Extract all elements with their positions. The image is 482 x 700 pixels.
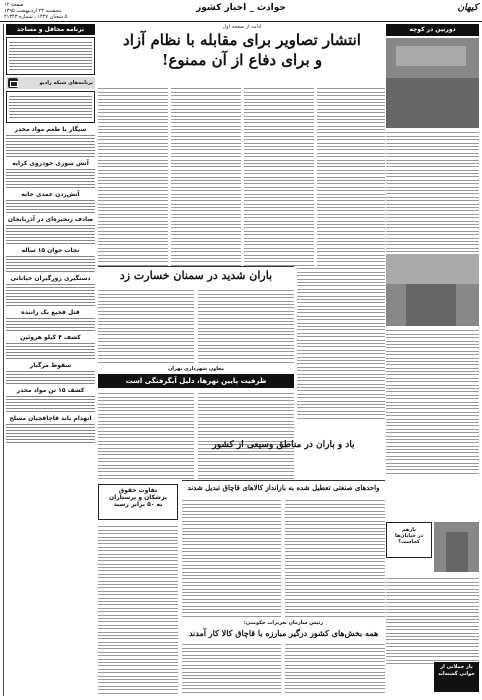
- issue-info: [4, 2, 67, 20]
- salary-box-line2: پزشکان و پرستاران: [109, 494, 167, 501]
- radio-icon: [8, 78, 18, 88]
- streets-box-line1: بازهم: [401, 527, 417, 533]
- right-column: [386, 24, 479, 696]
- news-item: [6, 126, 95, 157]
- news-item-text: [6, 135, 95, 157]
- salary-box-line1: تفاوت حقوق: [118, 487, 158, 494]
- issue-number: ۵ شعبان ۱۴۳۷ ـ شماره ۲۱۳۴۳: [4, 14, 68, 20]
- news-item: [6, 309, 95, 331]
- storm-intro: [297, 266, 385, 416]
- main-headline-line2: و برای دفاع از آن ممنوع!: [161, 51, 323, 69]
- camera-banner: دوربین در کوچه: [386, 24, 479, 36]
- news-item: [6, 415, 95, 443]
- main-headline-block: [98, 24, 386, 84]
- news-item-title: کشف ۱۵ تن مواد مخدر: [16, 387, 85, 394]
- street-photo-sky: [386, 254, 479, 284]
- news-item-title: نجات جوان ۱۵ ساله: [21, 247, 80, 254]
- article-column: [171, 86, 241, 264]
- streets-box-line2: در خیابان‌ها: [394, 533, 424, 539]
- news-item-text: [6, 256, 95, 272]
- programs-box-title: برنامه محافل و مساجد: [6, 24, 95, 35]
- salary-article: [98, 524, 178, 696]
- street-photo: [386, 254, 479, 326]
- rain-headline: باران شدید در سمنان خسارت زد: [119, 269, 273, 282]
- sewer-article: [198, 391, 294, 481]
- programs-text: [9, 42, 92, 70]
- news-item-title: سقوط مرگبار: [29, 362, 72, 369]
- section-title: حوادث _ اخبار کشور: [196, 3, 286, 13]
- issue-date: پنجشنبه ۲۳ اردیبهشت ۱۳۹۵: [4, 8, 62, 14]
- smuggling-article-text: [182, 644, 281, 692]
- news-item-text: [6, 318, 95, 331]
- street-article: [386, 328, 479, 476]
- salary-box: [98, 484, 178, 520]
- streets-box: [386, 522, 432, 558]
- radio-programs-header: [6, 77, 95, 89]
- rain-article: [98, 288, 194, 364]
- crowd-photo-highlight: [396, 46, 466, 66]
- article-column: [244, 86, 314, 264]
- cleric-photo-figure: [446, 532, 468, 572]
- sewer-kicker: معاون شهرداری تهران: [168, 366, 224, 372]
- left-column: [3, 24, 95, 696]
- street-photo-figure: [406, 284, 456, 326]
- storm-intro-text: [297, 268, 385, 418]
- crowd-photo-shade: [386, 78, 479, 128]
- rain-article-text: [198, 290, 294, 362]
- news-item: [6, 216, 95, 244]
- programs-box: [6, 37, 95, 75]
- article-text: [171, 88, 241, 265]
- news-item: [6, 160, 95, 188]
- camera-article: [386, 130, 479, 261]
- newspaper-logo: کیهان: [457, 3, 478, 13]
- salary-article-text: [98, 526, 178, 693]
- news-item-title: آتش سوزی خودروی کرایه: [12, 160, 89, 167]
- salary-box-line3: به ۵۰ برابر رسید: [113, 501, 163, 508]
- news-item: [6, 247, 95, 272]
- radio-programs-label: برنامه‌های شبکه رادیو: [39, 80, 93, 86]
- news-item-text: [6, 396, 95, 412]
- sewer-article-text: [198, 393, 294, 479]
- smuggling-kicker: رئیس سازمان تعزیرات حکومتی:: [243, 620, 324, 626]
- factories-article: [285, 498, 385, 618]
- rain-article: [198, 288, 294, 364]
- news-item-text: [6, 371, 95, 384]
- radio-programs-box: [6, 91, 95, 123]
- factories-article: [182, 498, 281, 618]
- news-item-text: [6, 343, 95, 359]
- streets-box-line3: کجاست؟: [398, 539, 420, 545]
- news-item: [6, 191, 95, 213]
- news-item-text: [6, 424, 95, 443]
- news-item: [6, 387, 95, 412]
- article-column: [98, 86, 168, 264]
- issue-page: صفحه ۱۲: [4, 2, 24, 8]
- news-item-title: صادف زنجیره‌ای در آذربایجان: [7, 216, 94, 223]
- masthead: [0, 0, 482, 22]
- smuggling-article: [182, 642, 281, 696]
- news-item-text: [6, 169, 95, 188]
- article-text: [98, 88, 168, 265]
- smuggling-article: [285, 642, 385, 696]
- news-item-title: آتش‌زدن عمدی خانه: [21, 191, 80, 198]
- news-item-title: قتل فجیع یک راننده: [21, 309, 80, 316]
- bottom-article: [386, 576, 479, 667]
- cleric-photo: [434, 522, 479, 572]
- bottom-black-box: باز جملاتی از جوانی گشته‌اند: [434, 662, 479, 692]
- news-item-text: [6, 200, 95, 213]
- sewer-article-text: [98, 393, 194, 479]
- headline-kicker: ادامه از صفحه اول: [222, 24, 262, 30]
- main-headline: [98, 30, 386, 70]
- radio-programs-text: [9, 96, 92, 118]
- article-column: [317, 86, 385, 264]
- news-item-text: [6, 284, 95, 306]
- camera-article-text: [386, 132, 479, 258]
- street-article-text: [386, 330, 479, 473]
- news-item-title: سیگار با طعم مواد مخدر: [14, 126, 87, 133]
- smuggling-headline: همه بخش‌های کشور درگیر مبارزه با قاچاق کالا کار آمدند: [188, 628, 379, 638]
- news-item: [6, 334, 95, 359]
- storm-headline: باد و باران در مناطق وسیعی از کشور: [212, 440, 355, 450]
- news-item: [6, 362, 95, 384]
- crowd-photo: [386, 38, 479, 128]
- article-text: [317, 88, 385, 265]
- news-item: [6, 275, 95, 306]
- factories-headline: واحدهای صنعتی تعطیل شده به بازانداز کالاهای قاچاق تبدیل شدند: [187, 483, 380, 492]
- bottom-article-text: [386, 578, 479, 664]
- factories-article-text: [182, 500, 281, 616]
- divider: [98, 266, 294, 267]
- news-item-title: کشف ۴ کیلو هروئین: [20, 334, 81, 341]
- main-headline-line1: انتشار تصاویر برای مقابله با نظام آزاد: [123, 31, 361, 49]
- rain-article-text: [98, 290, 194, 362]
- divider: [182, 480, 385, 481]
- article-text: [244, 88, 314, 265]
- factories-article-text: [285, 500, 385, 616]
- news-item-text: [6, 225, 95, 244]
- sewer-article: [98, 391, 194, 481]
- news-item-title: انهدام باند قاچاقچیان مسلح: [9, 415, 92, 422]
- sewer-headline: ظرفیت پایین نهرها، دلیل آبگرفتگی است: [98, 374, 294, 388]
- news-item-title: دستگیری زورگیران خیابانی: [10, 275, 91, 282]
- smuggling-article-text: [285, 644, 385, 692]
